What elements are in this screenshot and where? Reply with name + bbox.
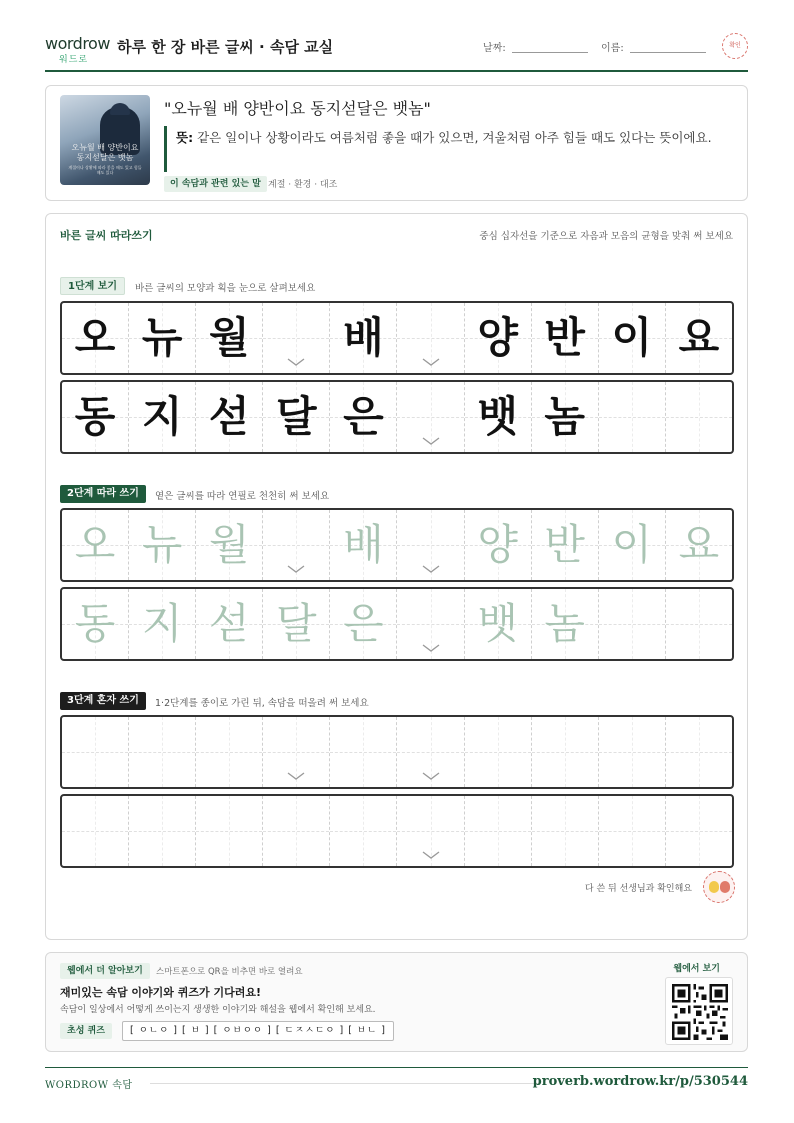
practice-hint: 중심 십자선을 기준으로 자음과 모음의 균형을 맞춰 써 보세요 [479,231,733,242]
glyph-char: 지 [141,599,183,648]
wordrow-logo: wordrow [45,34,110,53]
space-mark-icon [287,771,305,781]
glyph-char: 동 [74,392,116,441]
practice-cell [263,382,330,452]
meaning-label: 뜻: [176,130,194,145]
practice-cell[interactable] [129,796,196,866]
glyph-char: 배 [343,313,384,362]
step3-row-2[interactable] [60,794,734,868]
qr-code-graphic [672,984,728,1040]
practice-cell[interactable] [129,717,196,787]
teacher-check-text: 다 쓴 뒤 선생님과 확인해요 [584,884,692,894]
step2-row-1[interactable] [60,508,734,582]
meaning-accent-bar [164,126,167,172]
logo-subtitle: 워드로 [59,55,89,65]
glyph-char: 뉴 [141,313,183,362]
space-mark-icon [422,850,440,860]
practice-cell [666,382,732,452]
step3-desc: 1·2단계를 종이로 가린 뒤, 속담을 떠올려 써 보세요 [155,698,369,709]
proverb-meaning [176,128,736,148]
name-label: 이름: [601,43,624,54]
practice-cell [129,303,196,373]
glyph-char: 반 [544,313,585,362]
practice-cell[interactable] [263,589,330,659]
glyph-char: 오 [74,520,116,569]
step3-row-1[interactable] [60,715,734,789]
space-mark-icon [422,643,440,653]
practice-cell[interactable] [666,796,732,866]
quiz-tag: 초성 퀴즈 [60,1023,112,1039]
practice-cell[interactable] [62,589,129,659]
glyph-char: 뱃 [477,599,518,648]
step1-row-1 [60,301,734,375]
practice-cell[interactable] [397,589,464,659]
glyph-char: 놈 [544,599,585,648]
practice-cell[interactable] [599,510,666,580]
page-title: 하루 한 장 바른 글씨 · 속담 교실 [117,38,334,56]
glyph-char: 양 [477,313,518,362]
practice-cell[interactable] [397,510,464,580]
web-card [45,952,748,1052]
practice-cell [196,303,263,373]
step2-row-2[interactable] [60,587,734,661]
footer-url-link[interactable]: proverb.wordrow.kr/p/530544 [532,1074,748,1089]
space-mark-icon [287,564,305,574]
practice-cell[interactable] [599,796,666,866]
practice-cell[interactable] [196,589,263,659]
practice-cell[interactable] [666,589,732,659]
practice-title: 바른 글씨 따라쓰기 [60,229,153,242]
date-field[interactable] [512,52,588,53]
glyph-char: 뱃 [477,392,518,441]
glyph-char: 월 [208,520,250,569]
cap-icon [110,103,130,115]
practice-cell [532,382,599,452]
glyph-char: 배 [343,520,384,569]
practice-cell [465,382,532,452]
footer-brand: WORDROW 속담 [45,1080,133,1091]
practice-cell[interactable] [62,510,129,580]
related-tag: 이 속담과 관련 있는 말 [164,176,267,192]
glyph-char: 섣 [208,392,250,441]
practice-cell [599,382,666,452]
footer-rule [150,1083,540,1084]
glyph-char: 은 [343,599,384,648]
practice-cell[interactable] [62,717,129,787]
child-face-icon [709,881,719,893]
practice-cell [599,303,666,373]
practice-cell[interactable] [62,796,129,866]
practice-card [45,213,748,940]
glyph-char: 요 [678,520,720,569]
glyph-char: 이 [611,313,653,362]
practice-cell[interactable] [263,796,330,866]
practice-cell[interactable] [465,796,532,866]
glyph-char: 양 [477,520,518,569]
glyph-char: 오 [74,313,116,362]
proverb-title: "오뉴월 배 양반이요 동지섣달은 뱃놈" [164,99,431,118]
teacher-check-stamp-icon [703,871,735,903]
practice-cell[interactable] [129,510,196,580]
footer-divider [45,1067,748,1068]
glyph-char: 달 [276,599,317,648]
step1-tag: 1단계 보기 [60,277,125,295]
qr-label: 웹에서 보기 [673,964,720,974]
practice-cell [532,303,599,373]
practice-cell [397,303,464,373]
proverb-thumbnail [60,95,150,185]
meaning-text: 같은 일이나 상황이라도 여름처럼 좋을 때가 있으면, 겨울처럼 아주 힘들 때도 있다는 뜻이에요. [197,130,712,145]
glyph-char: 동 [74,599,116,648]
child-face-icon [720,881,730,893]
glyph-char: 뉴 [141,520,183,569]
glyph-char: 지 [141,392,183,441]
glyph-char: 섣 [208,599,250,648]
glyph-char: 이 [611,520,653,569]
date-label: 날짜: [483,43,506,54]
step1-row-2 [60,380,734,454]
practice-cell[interactable] [465,589,532,659]
practice-cell[interactable] [196,796,263,866]
practice-cell [397,382,464,452]
chosung-quiz: [ ㅇㄴㅇ ] [ ㅂ ] [ ㅇㅂㅇㅇ ] [ ㄷㅈㅅㄷㅇ ] [ ㅂㄴ ] [122,1021,394,1041]
practice-cell[interactable] [196,717,263,787]
web-tag-desc: 스마트폰으로 QR을 비추면 바로 열려요 [156,967,303,977]
practice-cell [465,303,532,373]
thumbnail-small-text: 계절이나 상황에 따라 좋을 때도 있고 힘들 때도 있다 [68,165,142,175]
qr-code-icon[interactable] [665,977,733,1045]
space-mark-icon [422,436,440,446]
name-field[interactable] [630,52,706,53]
step1-desc: 바른 글씨의 모양과 획을 눈으로 살펴보세요 [135,283,316,294]
thumbnail-caption: 오뉴월 배 양반이요 동지섣달은 뱃놈 [71,143,139,162]
practice-cell[interactable] [666,717,732,787]
practice-cell[interactable] [263,510,330,580]
practice-cell [666,303,732,373]
glyph-char: 월 [208,313,250,362]
practice-cell [62,303,129,373]
proverb-card [45,85,748,201]
practice-cell[interactable] [532,510,599,580]
practice-cell[interactable] [330,796,397,866]
glyph-char: 달 [276,392,317,441]
practice-cell[interactable] [532,796,599,866]
practice-cell[interactable] [397,717,464,787]
practice-cell [62,382,129,452]
glyph-char: 은 [343,392,384,441]
practice-cell[interactable] [599,717,666,787]
practice-cell [263,303,330,373]
practice-cell[interactable] [196,510,263,580]
practice-cell [330,303,397,373]
practice-cell [129,382,196,452]
glyph-char: 반 [544,520,585,569]
space-mark-icon [287,357,305,367]
practice-cell[interactable] [532,589,599,659]
space-mark-icon [422,357,440,367]
practice-cell[interactable] [263,717,330,787]
glyph-char: 놈 [544,392,585,441]
practice-cell[interactable] [330,510,397,580]
web-headline: 재미있는 속담 이야기와 퀴즈가 기다려요! [60,986,261,999]
practice-cell [330,382,397,452]
practice-cell [196,382,263,452]
practice-cell[interactable] [330,717,397,787]
confirm-stamp-icon: 확인 [722,33,748,59]
step2-tag: 2단계 따라 쓰기 [60,485,146,503]
related-words: 계절 · 환경 · 대조 [268,180,338,190]
practice-cell[interactable] [465,510,532,580]
practice-cell[interactable] [532,717,599,787]
practice-cell[interactable] [666,510,732,580]
practice-cell[interactable] [330,589,397,659]
practice-cell[interactable] [129,589,196,659]
practice-cell[interactable] [465,717,532,787]
step2-desc: 옅은 글씨를 따라 연필로 천천히 써 보세요 [155,491,330,502]
glyph-char: 요 [678,313,720,362]
page-header [45,28,748,72]
web-tag: 웹에서 더 알아보기 [60,963,150,979]
web-subtext: 속담이 일상에서 어떻게 쓰이는지 생생한 이야기와 해설을 웹에서 확인해 보세요. [60,1005,376,1015]
practice-cell[interactable] [599,589,666,659]
practice-cell[interactable] [397,796,464,866]
space-mark-icon [422,564,440,574]
space-mark-icon [422,771,440,781]
step3-tag: 3단계 혼자 쓰기 [60,692,146,710]
